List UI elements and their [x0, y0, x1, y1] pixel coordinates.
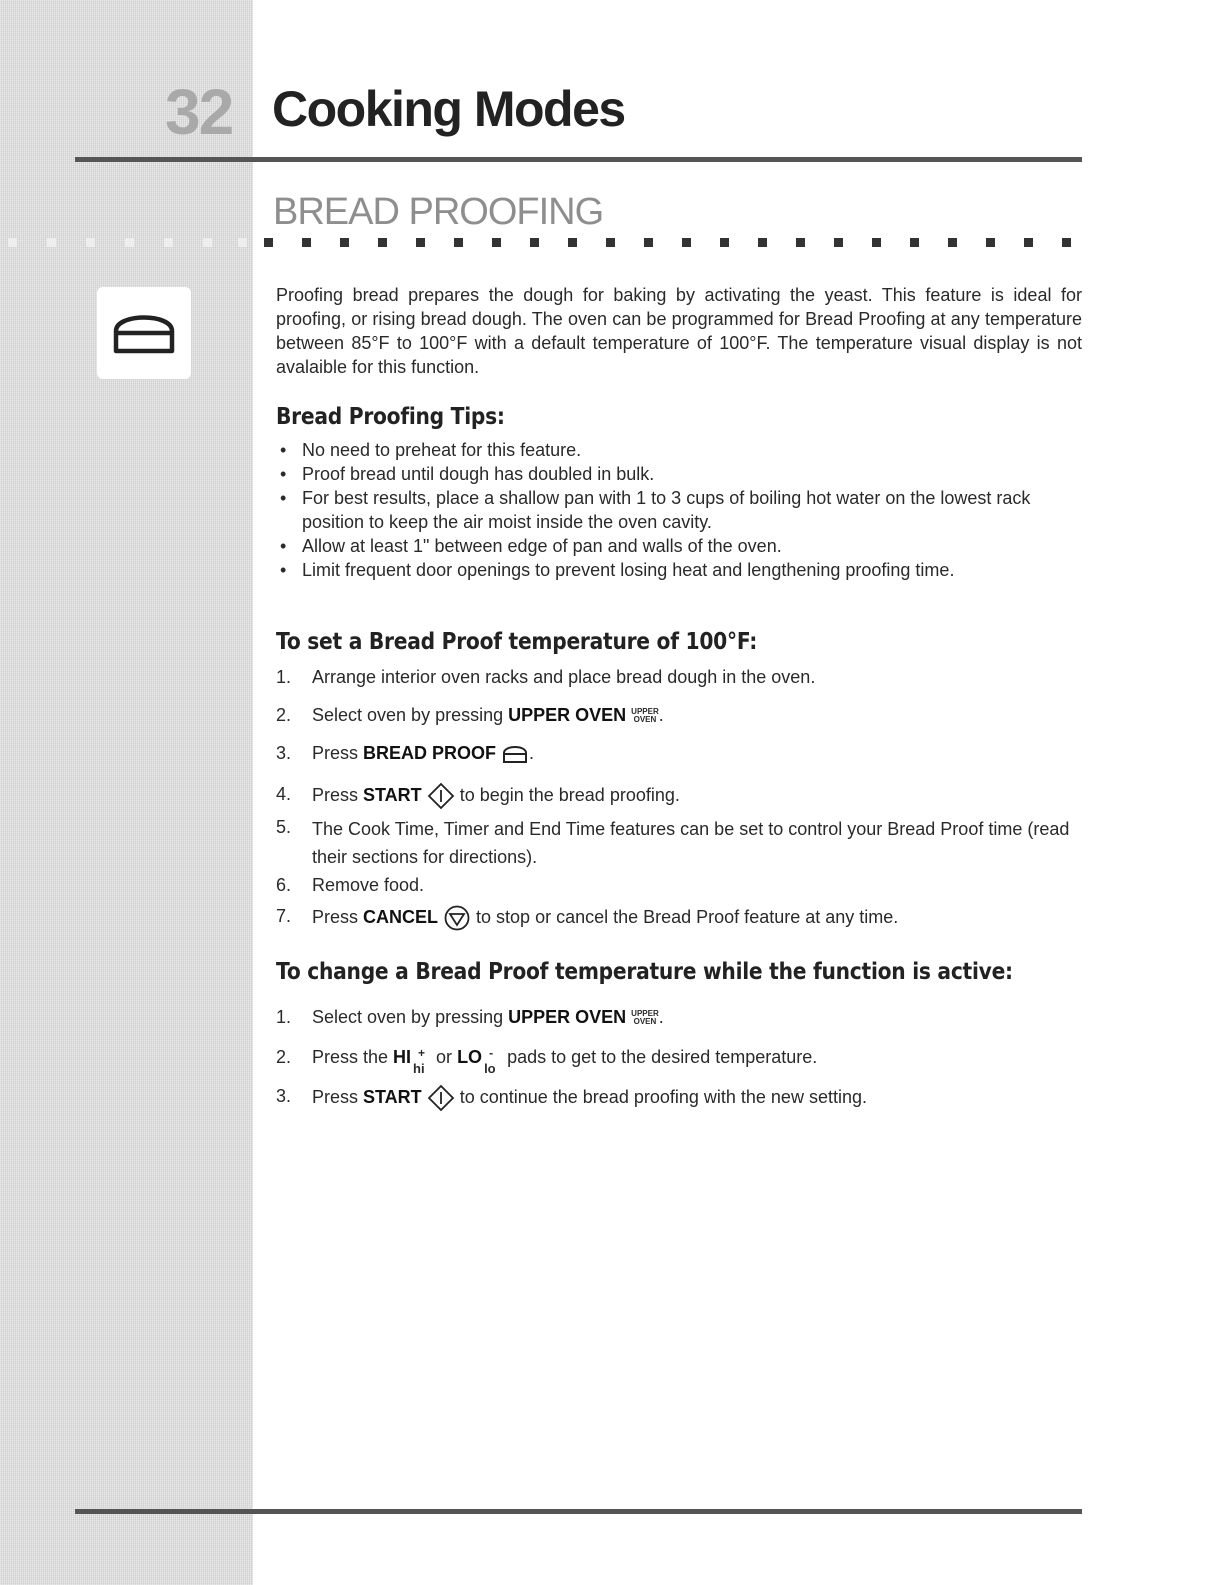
start-diamond-icon	[427, 1084, 455, 1112]
bread-proof-icon-tile	[97, 287, 191, 379]
list-item: 1. Arrange interior oven racks and place bread dough in the oven.	[276, 667, 816, 687]
list-item: 2. Select oven by pressing UPPER OVEN UPPER OVEN .	[276, 705, 664, 725]
start-diamond-icon	[427, 782, 455, 810]
chapter-title: Cooking Modes	[272, 81, 625, 137]
cancel-key-label: CANCEL	[363, 906, 439, 927]
start-key-label: START	[363, 784, 422, 805]
list-item: 2. Press the HI + hi or LO - lo pads to get to the desired temperature.	[276, 1046, 818, 1076]
list-item: 7. Press CANCEL to stop or cancel the Bread Proof feature at any time.	[276, 904, 1082, 932]
section-title: BREAD PROOFING	[273, 191, 604, 233]
cancel-icon	[443, 904, 471, 932]
set-temperature-heading: To set a Bread Proof temperature of 100°F:	[276, 629, 758, 655]
tips-list	[276, 438, 1082, 582]
start-key-label: START	[363, 1086, 422, 1107]
list-item: 1. Select oven by pressing UPPER OVEN UPPER OVEN .	[276, 1007, 664, 1027]
list-item: • No need to preheat for this feature.	[280, 440, 582, 460]
list-item: 6. Remove food.	[276, 875, 425, 895]
list-item: 3. Press START to continue the bread proofing with the new setting.	[276, 1084, 1082, 1112]
hi-key-label: HI	[393, 1047, 412, 1067]
intro-paragraph: Proofing bread prepares the dough for baking by activating the yeast. This feature is ideal for proofing, or rising bread dough. The oven can be programmed for Bread Proofing at any temperature between 85°F to 100°F with a default temperature of 100°F. The temperature visual display is not avalaible for this function.	[276, 285, 1082, 377]
bread-proof-icon	[501, 743, 529, 765]
upper-oven-key-label: UPPER OVEN	[508, 1007, 627, 1027]
change-temperature-heading: To change a Bread Proof temperature while the function is active:	[276, 959, 1013, 985]
list-item: • Allow at least 1" between edge of pan and walls of the oven.	[280, 536, 782, 556]
list-item: • Limit frequent door openings to prevent losing heat and lengthening proofing time.	[280, 560, 955, 580]
list-item: • Proof bread until dough has doubled in bulk.	[280, 464, 655, 484]
lo-key-label: LO	[457, 1047, 483, 1067]
upper-oven-key-label: UPPER OVEN	[508, 705, 627, 725]
tips-heading: Bread Proofing Tips:	[276, 404, 505, 430]
bread-proof-key-label: BREAD PROOF	[363, 743, 497, 763]
header-rule	[75, 157, 1082, 162]
page-number: 32	[165, 76, 233, 148]
list-item: 3. Press BREAD PROOF .	[276, 741, 1082, 765]
bread-proof-icon	[110, 305, 178, 361]
section-dot-divider	[0, 238, 1225, 247]
upper-oven-key-icon: UPPER OVEN	[631, 1009, 659, 1027]
upper-oven-key-icon: UPPER OVEN	[631, 707, 659, 725]
footer-rule	[75, 1509, 1082, 1514]
list-item: 5. The Cook Time, Timer and End Time features can be set to control your Bread Proof time (read their sections for directions).	[276, 817, 1070, 867]
list-item: • For best results, place a shallow pan with 1 to 3 cups of boiling hot water on the lowest rack position to keep the air moist inside the oven cavity.	[280, 488, 1031, 532]
lo-key-icon: - lo	[484, 1046, 496, 1076]
hi-key-icon: + hi	[413, 1046, 426, 1076]
list-item: 4. Press START to begin the bread proofing.	[276, 782, 1082, 810]
